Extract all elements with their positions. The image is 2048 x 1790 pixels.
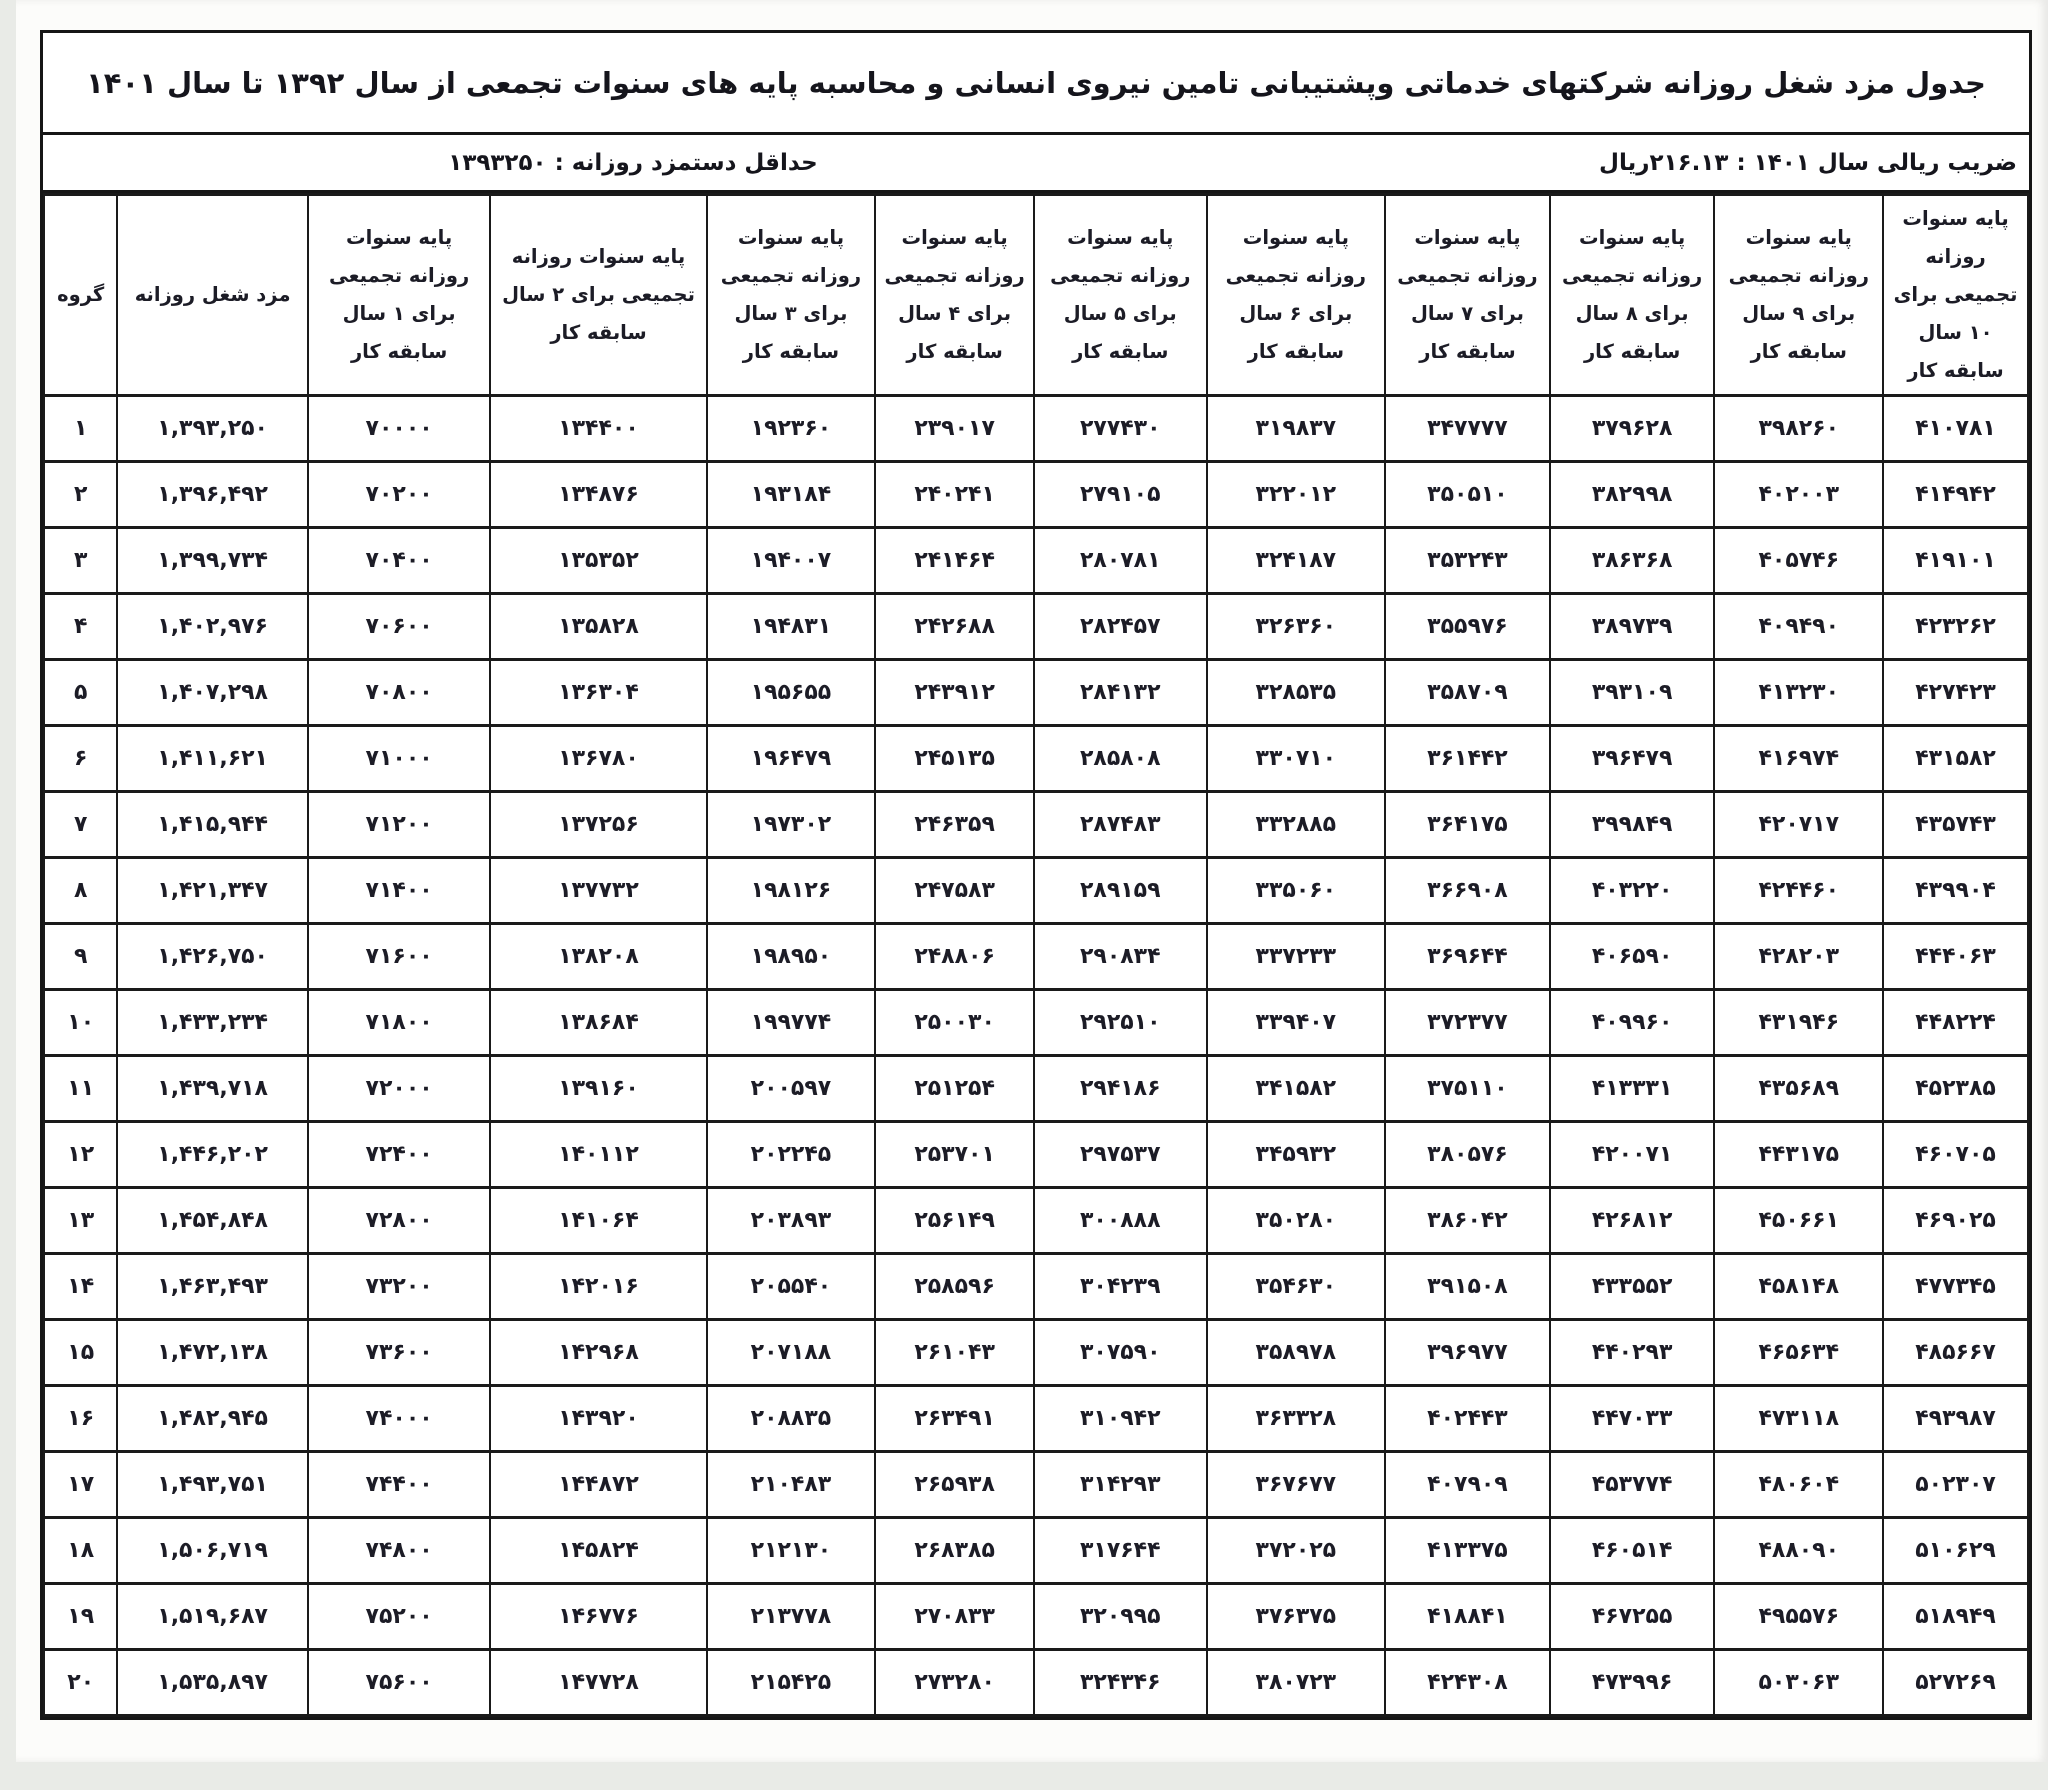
table-cell: ۲۵۰۰۳۰ xyxy=(875,990,1034,1056)
table-row xyxy=(44,528,2028,594)
table-cell: ۳۴۱۵۸۲ xyxy=(1207,1056,1386,1122)
table-cell: ۳۰۰۸۸۸ xyxy=(1034,1188,1207,1254)
table-cell: ۷۰۴۰۰ xyxy=(308,528,491,594)
table-cell: ۴۵۰۶۶۱ xyxy=(1714,1188,1883,1254)
table-cell: ۱۹۴۰۰۷ xyxy=(707,528,876,594)
table-cell: ۳۷۲۰۲۵ xyxy=(1207,1518,1386,1584)
table-cell: ۲۸۵۸۰۸ xyxy=(1034,726,1207,792)
table-cell: ۳۲۶۳۶۰ xyxy=(1207,594,1386,660)
table-cell: ۱,۴۲۶,۷۵۰ xyxy=(117,924,307,990)
table-cell: ۷۰۲۰۰ xyxy=(308,462,491,528)
table-row xyxy=(44,1584,2028,1650)
table-cell: ۲۰۳۸۹۳ xyxy=(707,1188,876,1254)
table-cell: ۴۶۰۷۰۵ xyxy=(1883,1122,2028,1188)
table-cell: ۳۳۷۲۳۳ xyxy=(1207,924,1386,990)
table-cell: ۳۲۴۱۸۷ xyxy=(1207,528,1386,594)
table-cell: ۳۹۱۵۰۸ xyxy=(1385,1254,1550,1320)
table-cell: ۷۰۰۰۰ xyxy=(308,396,491,462)
group-number-cell: ۱۷ xyxy=(44,1452,117,1518)
table-cell: ۲۸۰۷۸۱ xyxy=(1034,528,1207,594)
table-cell: ۴۰۷۹۰۹ xyxy=(1385,1452,1550,1518)
table-cell: ۱,۵۱۹,۶۸۷ xyxy=(117,1584,307,1650)
table-cell: ۲۷۷۴۳۰ xyxy=(1034,396,1207,462)
subtitle-row xyxy=(43,135,2029,193)
table-cell: ۴۰۲۴۴۳ xyxy=(1385,1386,1550,1452)
table-cell: ۴۶۰۵۱۴ xyxy=(1550,1518,1715,1584)
table-cell: ۴۸۰۶۰۴ xyxy=(1714,1452,1883,1518)
column-header: پایه سنوات روزانه تجمیعی برای ۹ سال سابقه کار xyxy=(1714,195,1883,396)
table-cell: ۱۳۸۲۰۸ xyxy=(490,924,706,990)
group-number-cell: ۲ xyxy=(44,462,117,528)
table-cell: ۴۴۰۲۹۳ xyxy=(1550,1320,1715,1386)
group-number-cell: ۲۰ xyxy=(44,1650,117,1716)
table-cell: ۱۹۶۴۷۹ xyxy=(707,726,876,792)
group-number-cell: ۷ xyxy=(44,792,117,858)
table-cell: ۲۴۱۴۶۴ xyxy=(875,528,1034,594)
table-row xyxy=(44,462,2028,528)
table-cell: ۱۴۵۸۲۴ xyxy=(490,1518,706,1584)
table-cell: ۴۹۵۵۷۶ xyxy=(1714,1584,1883,1650)
column-header: گروه xyxy=(44,195,117,396)
table-cell: ۱۴۶۷۷۶ xyxy=(490,1584,706,1650)
table-cell: ۳۰۷۵۹۰ xyxy=(1034,1320,1207,1386)
table-cell: ۲۸۴۱۳۲ xyxy=(1034,660,1207,726)
table-cell: ۴۹۳۹۸۷ xyxy=(1883,1386,2028,1452)
table-row xyxy=(44,726,2028,792)
table-cell: ۷۲۴۰۰ xyxy=(308,1122,491,1188)
group-number-cell: ۱۲ xyxy=(44,1122,117,1188)
table-cell: ۴۰۹۹۶۰ xyxy=(1550,990,1715,1056)
table-cell: ۷۱۶۰۰ xyxy=(308,924,491,990)
table-cell: ۴۲۴۴۶۰ xyxy=(1714,858,1883,924)
table-cell: ۷۳۲۰۰ xyxy=(308,1254,491,1320)
table-cell: ۱۴۲۰۱۶ xyxy=(490,1254,706,1320)
table-row xyxy=(44,1386,2028,1452)
table-row xyxy=(44,660,2028,726)
table-cell: ۷۵۶۰۰ xyxy=(308,1650,491,1716)
table-cell: ۳۸۲۹۹۸ xyxy=(1550,462,1715,528)
table-cell: ۷۵۲۰۰ xyxy=(308,1584,491,1650)
table-cell: ۷۱۴۰۰ xyxy=(308,858,491,924)
wage-table xyxy=(43,193,2029,1717)
table-cell: ۱۹۹۷۷۴ xyxy=(707,990,876,1056)
table-row xyxy=(44,990,2028,1056)
table-row xyxy=(44,1056,2028,1122)
table-cell: ۴۱۴۹۴۲ xyxy=(1883,462,2028,528)
table-cell: ۱,۴۱۱,۶۲۱ xyxy=(117,726,307,792)
table-cell: ۱,۴۰۲,۹۷۶ xyxy=(117,594,307,660)
table-row xyxy=(44,594,2028,660)
column-header: پایه سنوات روزانه تجمیعی برای ۶ سال سابقه کار xyxy=(1207,195,1386,396)
table-row xyxy=(44,1452,2028,1518)
table-cell: ۱۴۴۸۷۲ xyxy=(490,1452,706,1518)
column-header: پایه سنوات روزانه تجمیعی برای ۸ سال سابقه کار xyxy=(1550,195,1715,396)
table-cell: ۴۵۲۳۸۵ xyxy=(1883,1056,2028,1122)
table-cell: ۱۳۶۷۸۰ xyxy=(490,726,706,792)
table-cell: ۴۵۸۱۴۸ xyxy=(1714,1254,1883,1320)
table-cell: ۴۳۹۹۰۴ xyxy=(1883,858,2028,924)
table-cell: ۱۳۹۱۶۰ xyxy=(490,1056,706,1122)
table-cell: ۳۵۰۲۸۰ xyxy=(1207,1188,1386,1254)
table-cell: ۴۰۹۴۹۰ xyxy=(1714,594,1883,660)
table-cell: ۴۱۰۷۸۱ xyxy=(1883,396,2028,462)
table-cell: ۷۱۲۰۰ xyxy=(308,792,491,858)
table-cell: ۱,۳۹۹,۷۳۴ xyxy=(117,528,307,594)
group-number-cell: ۸ xyxy=(44,858,117,924)
table-cell: ۴۳۳۵۵۲ xyxy=(1550,1254,1715,1320)
table-body xyxy=(44,396,2028,1716)
column-header: پایه سنوات روزانه تجمیعی برای ۷ سال سابقه کار xyxy=(1385,195,1550,396)
table-cell: ۲۹۲۵۱۰ xyxy=(1034,990,1207,1056)
table-cell: ۷۲۸۰۰ xyxy=(308,1188,491,1254)
table-row xyxy=(44,1122,2028,1188)
table-cell: ۱,۵۰۶,۷۱۹ xyxy=(117,1518,307,1584)
group-number-cell: ۶ xyxy=(44,726,117,792)
group-number-cell: ۹ xyxy=(44,924,117,990)
table-cell: ۲۰۵۵۴۰ xyxy=(707,1254,876,1320)
table-cell: ۴۳۵۶۸۹ xyxy=(1714,1056,1883,1122)
table-cell: ۳۲۲۰۱۲ xyxy=(1207,462,1386,528)
column-header: پایه سنوات روزانه تجمیعی برای ۲ سال سابقه کار xyxy=(490,195,706,396)
group-number-cell: ۱۸ xyxy=(44,1518,117,1584)
table-cell: ۴۰۶۵۹۰ xyxy=(1550,924,1715,990)
table-row xyxy=(44,396,2028,462)
table-row xyxy=(44,924,2028,990)
table-cell: ۷۰۶۰۰ xyxy=(308,594,491,660)
table-cell: ۱۳۴۸۷۶ xyxy=(490,462,706,528)
table-cell: ۴۳۱۵۸۲ xyxy=(1883,726,2028,792)
table-cell: ۲۳۹۰۱۷ xyxy=(875,396,1034,462)
table-cell: ۴۱۳۲۳۰ xyxy=(1714,660,1883,726)
table-cell: ۱۳۵۳۵۲ xyxy=(490,528,706,594)
table-cell: ۱,۴۳۳,۲۳۴ xyxy=(117,990,307,1056)
table-cell: ۲۷۰۸۳۳ xyxy=(875,1584,1034,1650)
table-cell: ۱۹۳۱۸۴ xyxy=(707,462,876,528)
table-cell: ۳۱۹۸۳۷ xyxy=(1207,396,1386,462)
page-title: جدول مزد شغل روزانه شرکتهای خدماتی وپشتیبانی تامین نیروی انسانی و محاسبه پایه های سنوات تجمعی از سال ۱۳۹۲ تا سال ۱۴۰۱ xyxy=(43,33,2029,135)
column-header: پایه سنوات روزانه تجمیعی برای ۵ سال سابقه کار xyxy=(1034,195,1207,396)
table-cell: ۴۴۸۲۲۴ xyxy=(1883,990,2028,1056)
table-cell: ۷۴۰۰۰ xyxy=(308,1386,491,1452)
table-cell: ۱۳۶۳۰۴ xyxy=(490,660,706,726)
table-cell: ۴۷۷۳۴۵ xyxy=(1883,1254,2028,1320)
table-cell: ۱,۴۲۱,۳۴۷ xyxy=(117,858,307,924)
table-cell: ۳۶۶۹۰۸ xyxy=(1385,858,1550,924)
table-cell: ۲۵۱۲۵۴ xyxy=(875,1056,1034,1122)
table-cell: ۷۰۸۰۰ xyxy=(308,660,491,726)
table-cell: ۱۹۴۸۳۱ xyxy=(707,594,876,660)
table-cell: ۱,۴۷۲,۱۳۸ xyxy=(117,1320,307,1386)
group-number-cell: ۱۵ xyxy=(44,1320,117,1386)
table-cell: ۷۱۸۰۰ xyxy=(308,990,491,1056)
table-cell: ۵۰۳۰۶۳ xyxy=(1714,1650,1883,1716)
table-cell: ۴۲۳۲۶۲ xyxy=(1883,594,2028,660)
table-cell: ۲۵۳۷۰۱ xyxy=(875,1122,1034,1188)
table-cell: ۱,۴۹۳,۷۵۱ xyxy=(117,1452,307,1518)
table-cell: ۴۷۳۹۹۶ xyxy=(1550,1650,1715,1716)
table-cell: ۳۷۲۳۷۷ xyxy=(1385,990,1550,1056)
table-cell: ۲۶۸۳۸۵ xyxy=(875,1518,1034,1584)
table-cell: ۲۹۰۸۳۴ xyxy=(1034,924,1207,990)
table-cell: ۳۴۵۹۳۲ xyxy=(1207,1122,1386,1188)
table-cell: ۴۲۶۸۱۲ xyxy=(1550,1188,1715,1254)
table-row xyxy=(44,1650,2028,1716)
table-cell: ۱۳۸۶۸۴ xyxy=(490,990,706,1056)
table-cell: ۲۰۸۸۳۵ xyxy=(707,1386,876,1452)
scanned-page xyxy=(16,0,2048,1762)
table-cell: ۳۶۹۶۴۴ xyxy=(1385,924,1550,990)
table-row xyxy=(44,858,2028,924)
table-cell: ۱,۳۹۳,۲۵۰ xyxy=(117,396,307,462)
table-cell: ۲۴۷۵۸۳ xyxy=(875,858,1034,924)
table-row xyxy=(44,792,2028,858)
table-cell: ۳۲۰۹۹۵ xyxy=(1034,1584,1207,1650)
table-cell: ۵۲۷۲۶۹ xyxy=(1883,1650,2028,1716)
table-cell: ۴۴۷۰۳۳ xyxy=(1550,1386,1715,1452)
group-number-cell: ۱۳ xyxy=(44,1188,117,1254)
table-cell: ۲۴۲۶۸۸ xyxy=(875,594,1034,660)
table-cell: ۱۹۷۳۰۲ xyxy=(707,792,876,858)
group-number-cell: ۱۴ xyxy=(44,1254,117,1320)
table-cell: ۴۶۹۰۲۵ xyxy=(1883,1188,2028,1254)
table-cell: ۴۱۳۳۷۵ xyxy=(1385,1518,1550,1584)
table-cell: ۲۰۷۱۸۸ xyxy=(707,1320,876,1386)
group-number-cell: ۵ xyxy=(44,660,117,726)
table-cell: ۳۵۵۹۷۶ xyxy=(1385,594,1550,660)
table-cell: ۱,۴۸۲,۹۴۵ xyxy=(117,1386,307,1452)
table-cell: ۴۲۸۲۰۳ xyxy=(1714,924,1883,990)
table-cell: ۷۲۰۰۰ xyxy=(308,1056,491,1122)
table-cell: ۳۹۹۸۴۹ xyxy=(1550,792,1715,858)
table-cell: ۴۲۰۷۱۷ xyxy=(1714,792,1883,858)
table-cell: ۴۳۵۷۴۳ xyxy=(1883,792,2028,858)
table-row xyxy=(44,1188,2028,1254)
table-cell: ۲۴۶۳۵۹ xyxy=(875,792,1034,858)
table-cell: ۲۵۸۵۹۶ xyxy=(875,1254,1034,1320)
column-header: پایه سنوات روزانه تجمیعی برای ۱۰ سال سابقه کار xyxy=(1883,195,2028,396)
table-cell: ۳۷۹۶۲۸ xyxy=(1550,396,1715,462)
table-cell: ۴۱۶۹۷۴ xyxy=(1714,726,1883,792)
table-cell: ۱,۴۱۵,۹۴۴ xyxy=(117,792,307,858)
table-cell: ۵۱۸۹۴۹ xyxy=(1883,1584,2028,1650)
table-cell: ۳۶۴۱۷۵ xyxy=(1385,792,1550,858)
table-cell: ۴۸۵۶۶۷ xyxy=(1883,1320,2028,1386)
table-cell: ۷۳۶۰۰ xyxy=(308,1320,491,1386)
table-cell: ۲۴۰۲۴۱ xyxy=(875,462,1034,528)
table-cell: ۴۶۷۲۵۵ xyxy=(1550,1584,1715,1650)
table-cell: ۲۱۵۴۲۵ xyxy=(707,1650,876,1716)
table-cell: ۱۳۵۸۲۸ xyxy=(490,594,706,660)
table-cell: ۳۳۵۰۶۰ xyxy=(1207,858,1386,924)
table-cell: ۴۸۸۰۹۰ xyxy=(1714,1518,1883,1584)
table-cell: ۲۴۳۹۱۲ xyxy=(875,660,1034,726)
table-cell: ۱۴۰۱۱۲ xyxy=(490,1122,706,1188)
table-cell: ۱۹۵۶۵۵ xyxy=(707,660,876,726)
table-cell: ۳۸۶۳۶۸ xyxy=(1550,528,1715,594)
table-cell: ۳۷۶۳۷۵ xyxy=(1207,1584,1386,1650)
table-cell: ۴۱۳۳۳۱ xyxy=(1550,1056,1715,1122)
table-cell: ۱,۴۳۹,۷۱۸ xyxy=(117,1056,307,1122)
table-cell: ۱,۴۴۶,۲۰۲ xyxy=(117,1122,307,1188)
table-cell: ۱,۵۳۵,۸۹۷ xyxy=(117,1650,307,1716)
table-cell: ۲۰۲۲۴۵ xyxy=(707,1122,876,1188)
table-cell: ۳۸۶۰۴۲ xyxy=(1385,1188,1550,1254)
table-cell: ۲۶۵۹۳۸ xyxy=(875,1452,1034,1518)
header-row xyxy=(44,195,2028,396)
table-cell: ۱۳۷۷۳۲ xyxy=(490,858,706,924)
table-cell: ۳۲۸۵۳۵ xyxy=(1207,660,1386,726)
table-cell: ۳۱۷۶۴۴ xyxy=(1034,1518,1207,1584)
table-cell: ۳۹۶۴۷۹ xyxy=(1550,726,1715,792)
group-number-cell: ۳ xyxy=(44,528,117,594)
table-cell: ۳۶۷۶۷۷ xyxy=(1207,1452,1386,1518)
table-cell: ۲۴۸۸۰۶ xyxy=(875,924,1034,990)
table-cell: ۱۹۲۳۶۰ xyxy=(707,396,876,462)
table-cell: ۴۰۳۲۲۰ xyxy=(1550,858,1715,924)
group-number-cell: ۱ xyxy=(44,396,117,462)
table-cell: ۲۹۷۵۳۷ xyxy=(1034,1122,1207,1188)
table-cell: ۱۴۱۰۶۴ xyxy=(490,1188,706,1254)
table-cell: ۱۳۷۲۵۶ xyxy=(490,792,706,858)
table-cell: ۵۱۰۶۲۹ xyxy=(1883,1518,2028,1584)
table-cell: ۲۴۵۱۳۵ xyxy=(875,726,1034,792)
table-cell: ۴۶۵۶۳۴ xyxy=(1714,1320,1883,1386)
table-cell: ۲۷۳۲۸۰ xyxy=(875,1650,1034,1716)
table-cell: ۳۷۵۱۱۰ xyxy=(1385,1056,1550,1122)
table-cell: ۴۱۹۱۰۱ xyxy=(1883,528,2028,594)
table-cell: ۲۸۹۱۵۹ xyxy=(1034,858,1207,924)
table-cell: ۱۹۸۱۲۶ xyxy=(707,858,876,924)
table-cell: ۲۹۴۱۸۶ xyxy=(1034,1056,1207,1122)
table-cell: ۳۶۱۴۴۲ xyxy=(1385,726,1550,792)
table-cell: ۷۴۴۰۰ xyxy=(308,1452,491,1518)
table-cell: ۴۰۵۷۴۶ xyxy=(1714,528,1883,594)
table-row xyxy=(44,1254,2028,1320)
table-cell: ۷۱۰۰۰ xyxy=(308,726,491,792)
table-cell: ۳۰۴۲۳۹ xyxy=(1034,1254,1207,1320)
column-header: پایه سنوات روزانه تجمیعی برای ۱ سال سابقه کار xyxy=(308,195,491,396)
table-cell: ۴۱۸۸۴۱ xyxy=(1385,1584,1550,1650)
column-header: پایه سنوات روزانه تجمیعی برای ۳ سال سابقه کار xyxy=(707,195,876,396)
table-cell: ۴۲۰۰۷۱ xyxy=(1550,1122,1715,1188)
table-cell: ۳۹۸۲۶۰ xyxy=(1714,396,1883,462)
table-cell: ۲۶۳۴۹۱ xyxy=(875,1386,1034,1452)
wage-table-frame xyxy=(40,30,2032,1720)
table-cell: ۴۴۳۱۷۵ xyxy=(1714,1122,1883,1188)
table-cell: ۳۵۳۲۴۳ xyxy=(1385,528,1550,594)
group-number-cell: ۱۰ xyxy=(44,990,117,1056)
table-cell: ۴۳۱۹۴۶ xyxy=(1714,990,1883,1056)
table-cell: ۲۸۲۴۵۷ xyxy=(1034,594,1207,660)
column-header: مزد شغل روزانه xyxy=(117,195,307,396)
table-cell: ۳۳۲۸۸۵ xyxy=(1207,792,1386,858)
table-cell: ۳۶۳۳۲۸ xyxy=(1207,1386,1386,1452)
group-number-cell: ۱۶ xyxy=(44,1386,117,1452)
table-cell: ۳۸۹۷۳۹ xyxy=(1550,594,1715,660)
table-cell: ۳۵۰۵۱۰ xyxy=(1385,462,1550,528)
table-cell: ۴۲۴۳۰۸ xyxy=(1385,1650,1550,1716)
column-header: پایه سنوات روزانه تجمیعی برای ۴ سال سابقه کار xyxy=(875,195,1034,396)
table-cell: ۱,۴۵۴,۸۴۸ xyxy=(117,1188,307,1254)
table-cell: ۲۰۰۵۹۷ xyxy=(707,1056,876,1122)
group-number-cell: ۱۹ xyxy=(44,1584,117,1650)
table-cell: ۱۴۲۹۶۸ xyxy=(490,1320,706,1386)
table-cell: ۳۴۷۷۷۷ xyxy=(1385,396,1550,462)
table-row xyxy=(44,1320,2028,1386)
table-cell: ۲۷۹۱۰۵ xyxy=(1034,462,1207,528)
table-cell: ۱۴۳۹۲۰ xyxy=(490,1386,706,1452)
minimum-daily-wage-note: حداقل دستمزد روزانه : ۱۳۹۳۲۵۰ xyxy=(448,149,818,176)
table-cell: ۲۸۷۴۸۳ xyxy=(1034,792,1207,858)
table-cell: ۳۱۴۲۹۳ xyxy=(1034,1452,1207,1518)
table-cell: ۳۹۳۱۰۹ xyxy=(1550,660,1715,726)
table-cell: ۳۲۴۳۴۶ xyxy=(1034,1650,1207,1716)
table-cell: ۱,۳۹۶,۴۹۲ xyxy=(117,462,307,528)
table-cell: ۴۷۳۱۱۸ xyxy=(1714,1386,1883,1452)
table-cell: ۳۵۸۹۷۸ xyxy=(1207,1320,1386,1386)
table-cell: ۱,۴۰۷,۲۹۸ xyxy=(117,660,307,726)
table-cell: ۲۱۳۷۷۸ xyxy=(707,1584,876,1650)
table-cell: ۴۵۳۷۷۴ xyxy=(1550,1452,1715,1518)
table-cell: ۴۴۴۰۶۳ xyxy=(1883,924,2028,990)
table-cell: ۳۹۶۹۷۷ xyxy=(1385,1320,1550,1386)
table-cell: ۲۶۱۰۴۳ xyxy=(875,1320,1034,1386)
table-cell: ۲۱۰۴۸۳ xyxy=(707,1452,876,1518)
rial-coefficient-note: ضریب ریالی سال ۱۴۰۱ : ۲۱۶.۱۳ریال xyxy=(1599,149,2017,176)
table-cell: ۱۹۸۹۵۰ xyxy=(707,924,876,990)
table-row xyxy=(44,1518,2028,1584)
table-cell: ۲۵۶۱۴۹ xyxy=(875,1188,1034,1254)
table-cell: ۱۴۷۷۲۸ xyxy=(490,1650,706,1716)
table-cell: ۴۰۲۰۰۳ xyxy=(1714,462,1883,528)
table-cell: ۳۸۰۵۷۶ xyxy=(1385,1122,1550,1188)
table-cell: ۳۳۰۷۱۰ xyxy=(1207,726,1386,792)
table-cell: ۳۸۰۷۲۳ xyxy=(1207,1650,1386,1716)
table-cell: ۱,۴۶۳,۴۹۳ xyxy=(117,1254,307,1320)
table-cell: ۳۵۴۶۳۰ xyxy=(1207,1254,1386,1320)
table-cell: ۷۴۸۰۰ xyxy=(308,1518,491,1584)
table-cell: ۳۵۸۷۰۹ xyxy=(1385,660,1550,726)
table-cell: ۳۳۹۴۰۷ xyxy=(1207,990,1386,1056)
table-cell: ۵۰۲۳۰۷ xyxy=(1883,1452,2028,1518)
group-number-cell: ۱۱ xyxy=(44,1056,117,1122)
group-number-cell: ۴ xyxy=(44,594,117,660)
table-cell: ۲۱۲۱۳۰ xyxy=(707,1518,876,1584)
table-cell: ۳۱۰۹۴۲ xyxy=(1034,1386,1207,1452)
table-cell: ۴۲۷۴۲۳ xyxy=(1883,660,2028,726)
table-cell: ۱۳۴۴۰۰ xyxy=(490,396,706,462)
